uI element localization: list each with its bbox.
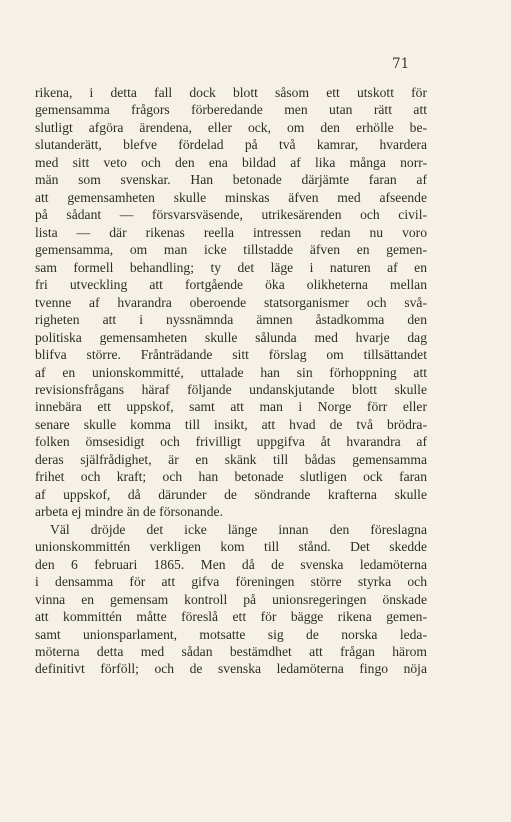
text-line: med sitt veto och den ena bildad af lika många norr- (35, 154, 427, 170)
page-number: 71 (392, 56, 410, 72)
text-line: vinna en gemensam kontroll på unionsregeringen önskade (35, 591, 427, 607)
text-line: på sådant — försvarsväsende, utrikesärenden och civil- (35, 207, 427, 223)
text-line: gemensamma, om man icke tillstadde äfven en gemen- (35, 242, 427, 258)
text-line: rikena, i detta fall dock blott såsom ett utskott för (35, 85, 427, 100)
text-line: möterna detta med sådan bestämdhet att frågan härom (35, 644, 427, 659)
text-line: deras själfrådighet, är en skänk till bådas gemensamma (35, 451, 427, 467)
text-line: samt unionsparlament, motsatte sig de norska leda- (35, 626, 427, 642)
text-line: unionskommittén verkligen kom till stånd. Det skedde (35, 539, 427, 555)
text-line: tvenne af hvarandra oberoende statsorganismer och svå- (35, 294, 427, 310)
text-line: att gemensamheten skulle minskas äfven med afseende (35, 189, 427, 205)
text-line: blifva större. Frånträdande sitt förslag om tillsättandet (35, 347, 427, 363)
text-line: att kommittén måtte föreslå ett för bägge rikena gemen- (35, 609, 427, 625)
body-text (35, 84, 427, 678)
text-line: revisionsfrågans häraf följande undanskjutande blott skulle (35, 381, 427, 397)
text-line: arbeta ej mindre än de försonande. (35, 504, 223, 520)
text-line: righeten att i nyssnämnda ämnen åstadkomma den (35, 312, 427, 328)
text-line: den 6 februari 1865. Men då de svenska ledamöterna (35, 556, 427, 572)
text-line: i densamma för att gifva föreningen större styrka och (35, 574, 427, 590)
text-line: Väl dröjde det icke länge innan den föreslagna (50, 521, 427, 537)
text-line: män som svenskar. Han betonade därjämte faran af (35, 172, 427, 188)
text-line: af en unionskommitté, uttalade han sin förhoppning att (35, 364, 427, 380)
text-line: innebära ett uppskof, samt att man i Norge förr eller (35, 399, 427, 415)
text-line: politiska gemensamheten skulle sålunda med hvarje dag (35, 329, 427, 345)
text-line: senare skulle komma till insikt, att hvad de två brödra- (35, 416, 427, 432)
text-line: definitivt förföll; och de svenska ledamöterna fingo nöja (35, 661, 427, 677)
text-line: gemensamma frågors förberedande men utan rätt att (35, 102, 427, 118)
text-line: sam formell behandling; ty det läge i naturen af en (35, 259, 427, 275)
text-line: folken ömsesidigt och frivilligt uppgifva åt hvarandra af (35, 434, 427, 450)
text-line: af uppskof, då därunder de söndrande krafterna skulle (35, 486, 427, 502)
text-line: fri utveckling att fortgående öka olikheterna mellan (35, 277, 427, 293)
text-line: slutligt afgöra ärendena, eller ock, om den erhölle be- (35, 119, 427, 135)
text-line: lista — där rikenas reella intressen redan nu voro (35, 224, 427, 240)
text-line: frihet och kraft; och han betonade slutligen ock faran (35, 469, 427, 485)
text-line: slutanderätt, blefve fördelad på två kamrar, hvardera (35, 137, 427, 153)
